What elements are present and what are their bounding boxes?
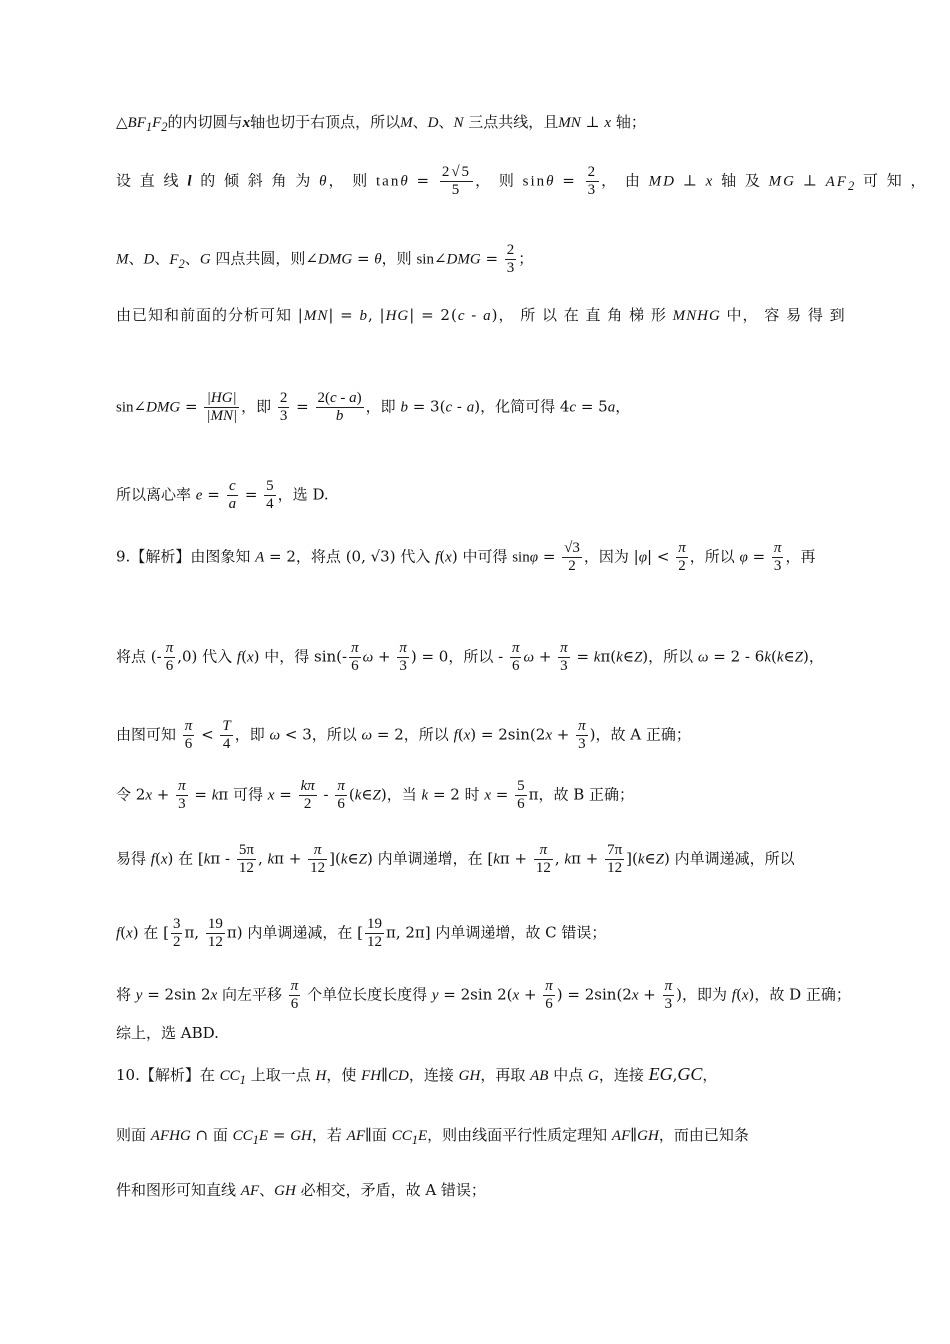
text-line: 由图可知 $\frac{\pi}{6}$ < $\frac{T}{4}$ ，即 ω < 3，所以 ω = 2，所以 f(x) = 2sin(2x + $\frac{\pi}{3}$ )，故 A 正确； — [116, 718, 691, 752]
text-line: 综上，选 ABD. — [116, 1024, 219, 1042]
text-line: $\triangle BF_1F_2$的内切圆与x轴也切于右顶点，所以M、D、N 三点共线，且MN ⊥ x 轴； — [116, 113, 646, 134]
text-line: 令 2x + $\frac{\pi}{3}$ = kπ 可得 x = $\frac{k\pi}{2}$ - $\frac{\pi}{6}$ (k∈Z)，当 k = 2 时 x = $\frac{5}{6}$ π，故 B 正确； — [116, 778, 635, 812]
text-line: 10.【解析】在 $CC_1$ 上取一点 H，使 FH∥CD，连接 GH，再取 AB 中点 G，连接 EG,GC， — [116, 1064, 718, 1087]
text-line: M、D、$F_2$、G 四点共圆，则∠DMG = θ，则 sin∠DMG = $\frac{2}{3}$ ； — [116, 242, 534, 276]
text-line: 所以离心率 e = $\frac{c}{a}$ = $\frac{5}{4}$ ，选 D. — [116, 478, 329, 512]
text-line: f(x) 在 [ $\frac{3}{2}$ π, $\frac{19}{12}$ π) 内单调递减，在 [ $\frac{19}{12}$ π, 2π] 内单调递增，故 C 错误； — [116, 916, 607, 950]
text-line: 9.【解析】由图象知 A = 2，将点 (0, √3) 代入 f(x) 中可得 sinφ = $\frac{√3}{2}$ ，因为 |φ| < $\frac{\pi}{2}$ ，所以 φ = $\frac{\pi}{3}$ ，再 — [116, 540, 816, 574]
text-line: 将点 (- $\frac{\pi}{6}$ ,0) 代入 f(x) 中，得 sin(- $\frac{\pi}{6}$ ω + $\frac{\pi}{3}$ ) = 0，所以 - $\frac{\pi}{6}$ ω + $\frac{\pi}{3}$ = kπ(k∈Z)，所以 ω = 2 - 6k(k∈Z)， — [116, 640, 824, 674]
text-line: sin∠DMG = $\frac{|HG|}{|MN|}$ ，即 $\frac{2}{3}$ = $\frac{2(c - a)}{b}$ ，即 b = 3(c - a)，化简可得 4c = 5a， — [116, 390, 631, 424]
text-line: 设 直 线 l 的 倾 斜 角 为 θ， 则 tanθ = $\frac{2√5}{5}$ ， 则 sinθ = $\frac{2}{3}$ ， 由 MD ⊥ x 轴 及 MG ⊥ $AF_2$ 可 知 ， — [116, 164, 928, 198]
text-line: 易得 f(x) 在 [kπ - $\frac{5\pi}{12}$ , kπ + $\frac{\pi}{12}$ ](k∈Z) 内单调递增，在 [kπ + $\frac{\pi}{12}$ , kπ + $\frac{7\pi}{12}$ ](k∈Z) 内单调递减，所以 — [116, 842, 795, 876]
text-line: 将 y = 2sin 2x 向左平移 $\frac{\pi}{6}$ 个单位长度长度得 y = 2sin 2(x + $\frac{\pi}{6}$ ) = 2sin(2x + $\frac{\pi}{3}$ )，即为 f(x)，故 D 正确； — [116, 978, 851, 1012]
text-line: 由已知和前面的分析可知 |MN| = b, |HG| = 2(c - a)， 所 以 在 直 角 梯 形 MNHG 中， 容 易 得 到 — [116, 306, 846, 324]
text-line: 件和图形可知直线 AF、GH 必相交，矛盾，故 A 错误； — [116, 1181, 486, 1199]
text-line: 则面 AFHG ∩ 面 $CC_1E$ = GH，若 AF∥面 $CC_1E$，则由线面平行性质定理知 AF∥GH，而由已知条 — [116, 1126, 749, 1147]
